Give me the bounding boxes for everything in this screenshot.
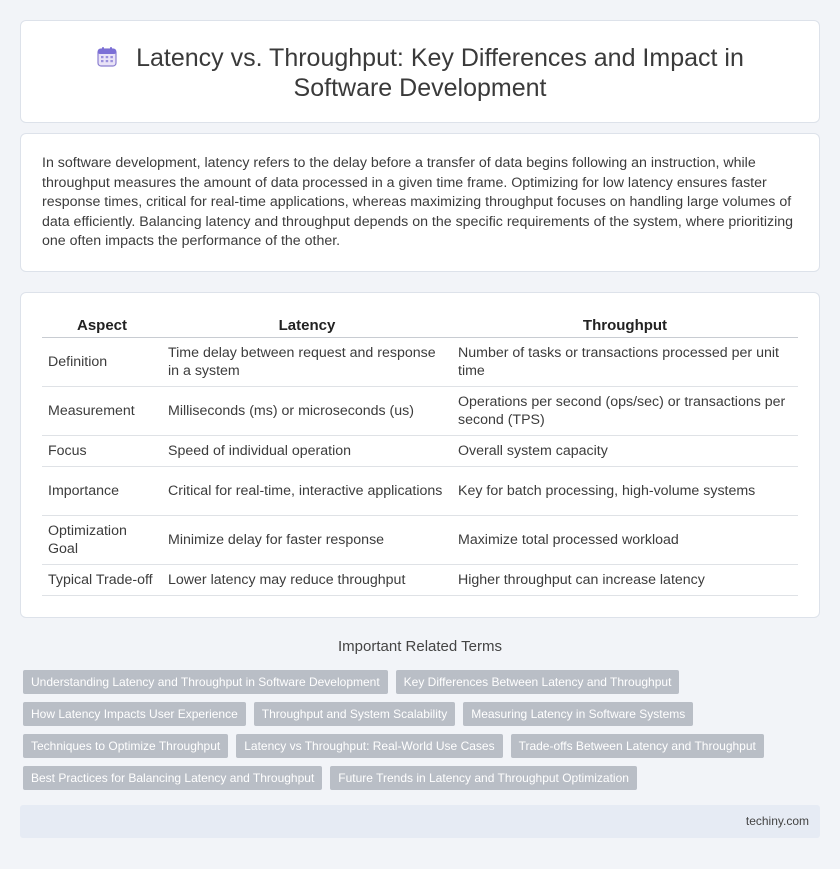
title-text: Latency vs. Throughput: Key Differences and Impact in Software Development <box>136 44 744 102</box>
table-header-row <box>42 315 798 337</box>
table-cell: Definition <box>42 337 162 386</box>
table-row <box>42 515 798 564</box>
tag-row <box>23 702 813 726</box>
header-throughput: Throughput <box>452 315 798 337</box>
related-tag[interactable]: Key Differences Between Latency and Throughput <box>396 670 680 694</box>
table-cell: Critical for real-time, interactive applications <box>162 466 452 515</box>
related-tag[interactable]: Latency vs Throughput: Real-World Use Cases <box>236 734 502 758</box>
related-tag[interactable]: Trade-offs Between Latency and Throughput <box>511 734 764 758</box>
related-tag[interactable]: Measuring Latency in Software Systems <box>463 702 693 726</box>
table-row <box>42 337 798 386</box>
header-latency: Latency <box>162 315 452 337</box>
table-row <box>42 386 798 435</box>
comparison-table <box>42 315 798 596</box>
related-tag[interactable]: Techniques to Optimize Throughput <box>23 734 228 758</box>
comparison-table-card <box>20 292 820 618</box>
table-cell: Focus <box>42 435 162 466</box>
related-tag[interactable]: Best Practices for Balancing Latency and Throughput <box>23 766 322 790</box>
tag-row <box>23 766 813 790</box>
table-cell: Maximize total processed workload <box>452 515 798 564</box>
table-cell: Higher throughput can increase latency <box>452 564 798 595</box>
related-tag[interactable]: How Latency Impacts User Experience <box>23 702 246 726</box>
table-cell: Time delay between request and response in a system <box>162 337 452 386</box>
table-cell: Overall system capacity <box>452 435 798 466</box>
table-cell: Lower latency may reduce throughput <box>162 564 452 595</box>
intro-paragraph: In software development, latency refers to the delay before a transfer of data begins following an instruction, while throughput measures the amount of data processed in a given time frame. Optimizing for low latency ensures faster response times, critical for real-time applications, whereas maximizing throughput focuses on handling large volumes of data efficiently. Balancing latency and throughput depends on the specific requirements of the system, where prioritizing one often impacts the performance of the other. <box>42 155 794 250</box>
table-cell: Measurement <box>42 386 162 435</box>
tag-row <box>23 670 813 694</box>
header-aspect: Aspect <box>42 315 162 337</box>
table-cell: Key for batch processing, high-volume systems <box>452 466 798 515</box>
table-cell: Number of tasks or transactions processed per unit time <box>452 337 798 386</box>
footer <box>20 805 820 838</box>
related-terms-title: Important Related Terms <box>338 638 502 655</box>
table-row <box>42 435 798 466</box>
header-card <box>20 20 820 123</box>
table-row <box>42 466 798 515</box>
table-cell: Minimize delay for faster response <box>162 515 452 564</box>
table-cell: Typical Trade-off <box>42 564 162 595</box>
table-cell: Optimization Goal <box>42 515 162 564</box>
footer-site-link[interactable]: techiny.com <box>745 814 809 828</box>
related-terms-tags <box>23 670 813 798</box>
related-tag[interactable]: Understanding Latency and Throughput in Software Development <box>23 670 388 694</box>
calendar-icon <box>96 45 118 67</box>
related-tag[interactable]: Throughput and System Scalability <box>254 702 455 726</box>
table-cell: Milliseconds (ms) or microseconds (us) <box>162 386 452 435</box>
tag-row <box>23 734 813 758</box>
table-row <box>42 564 798 595</box>
table-cell: Operations per second (ops/sec) or transactions per second (TPS) <box>452 386 798 435</box>
page-title <box>61 43 779 103</box>
related-tag[interactable]: Future Trends in Latency and Throughput Optimization <box>330 766 637 790</box>
table-cell: Speed of individual operation <box>162 435 452 466</box>
table-cell: Importance <box>42 466 162 515</box>
intro-card <box>20 133 820 272</box>
